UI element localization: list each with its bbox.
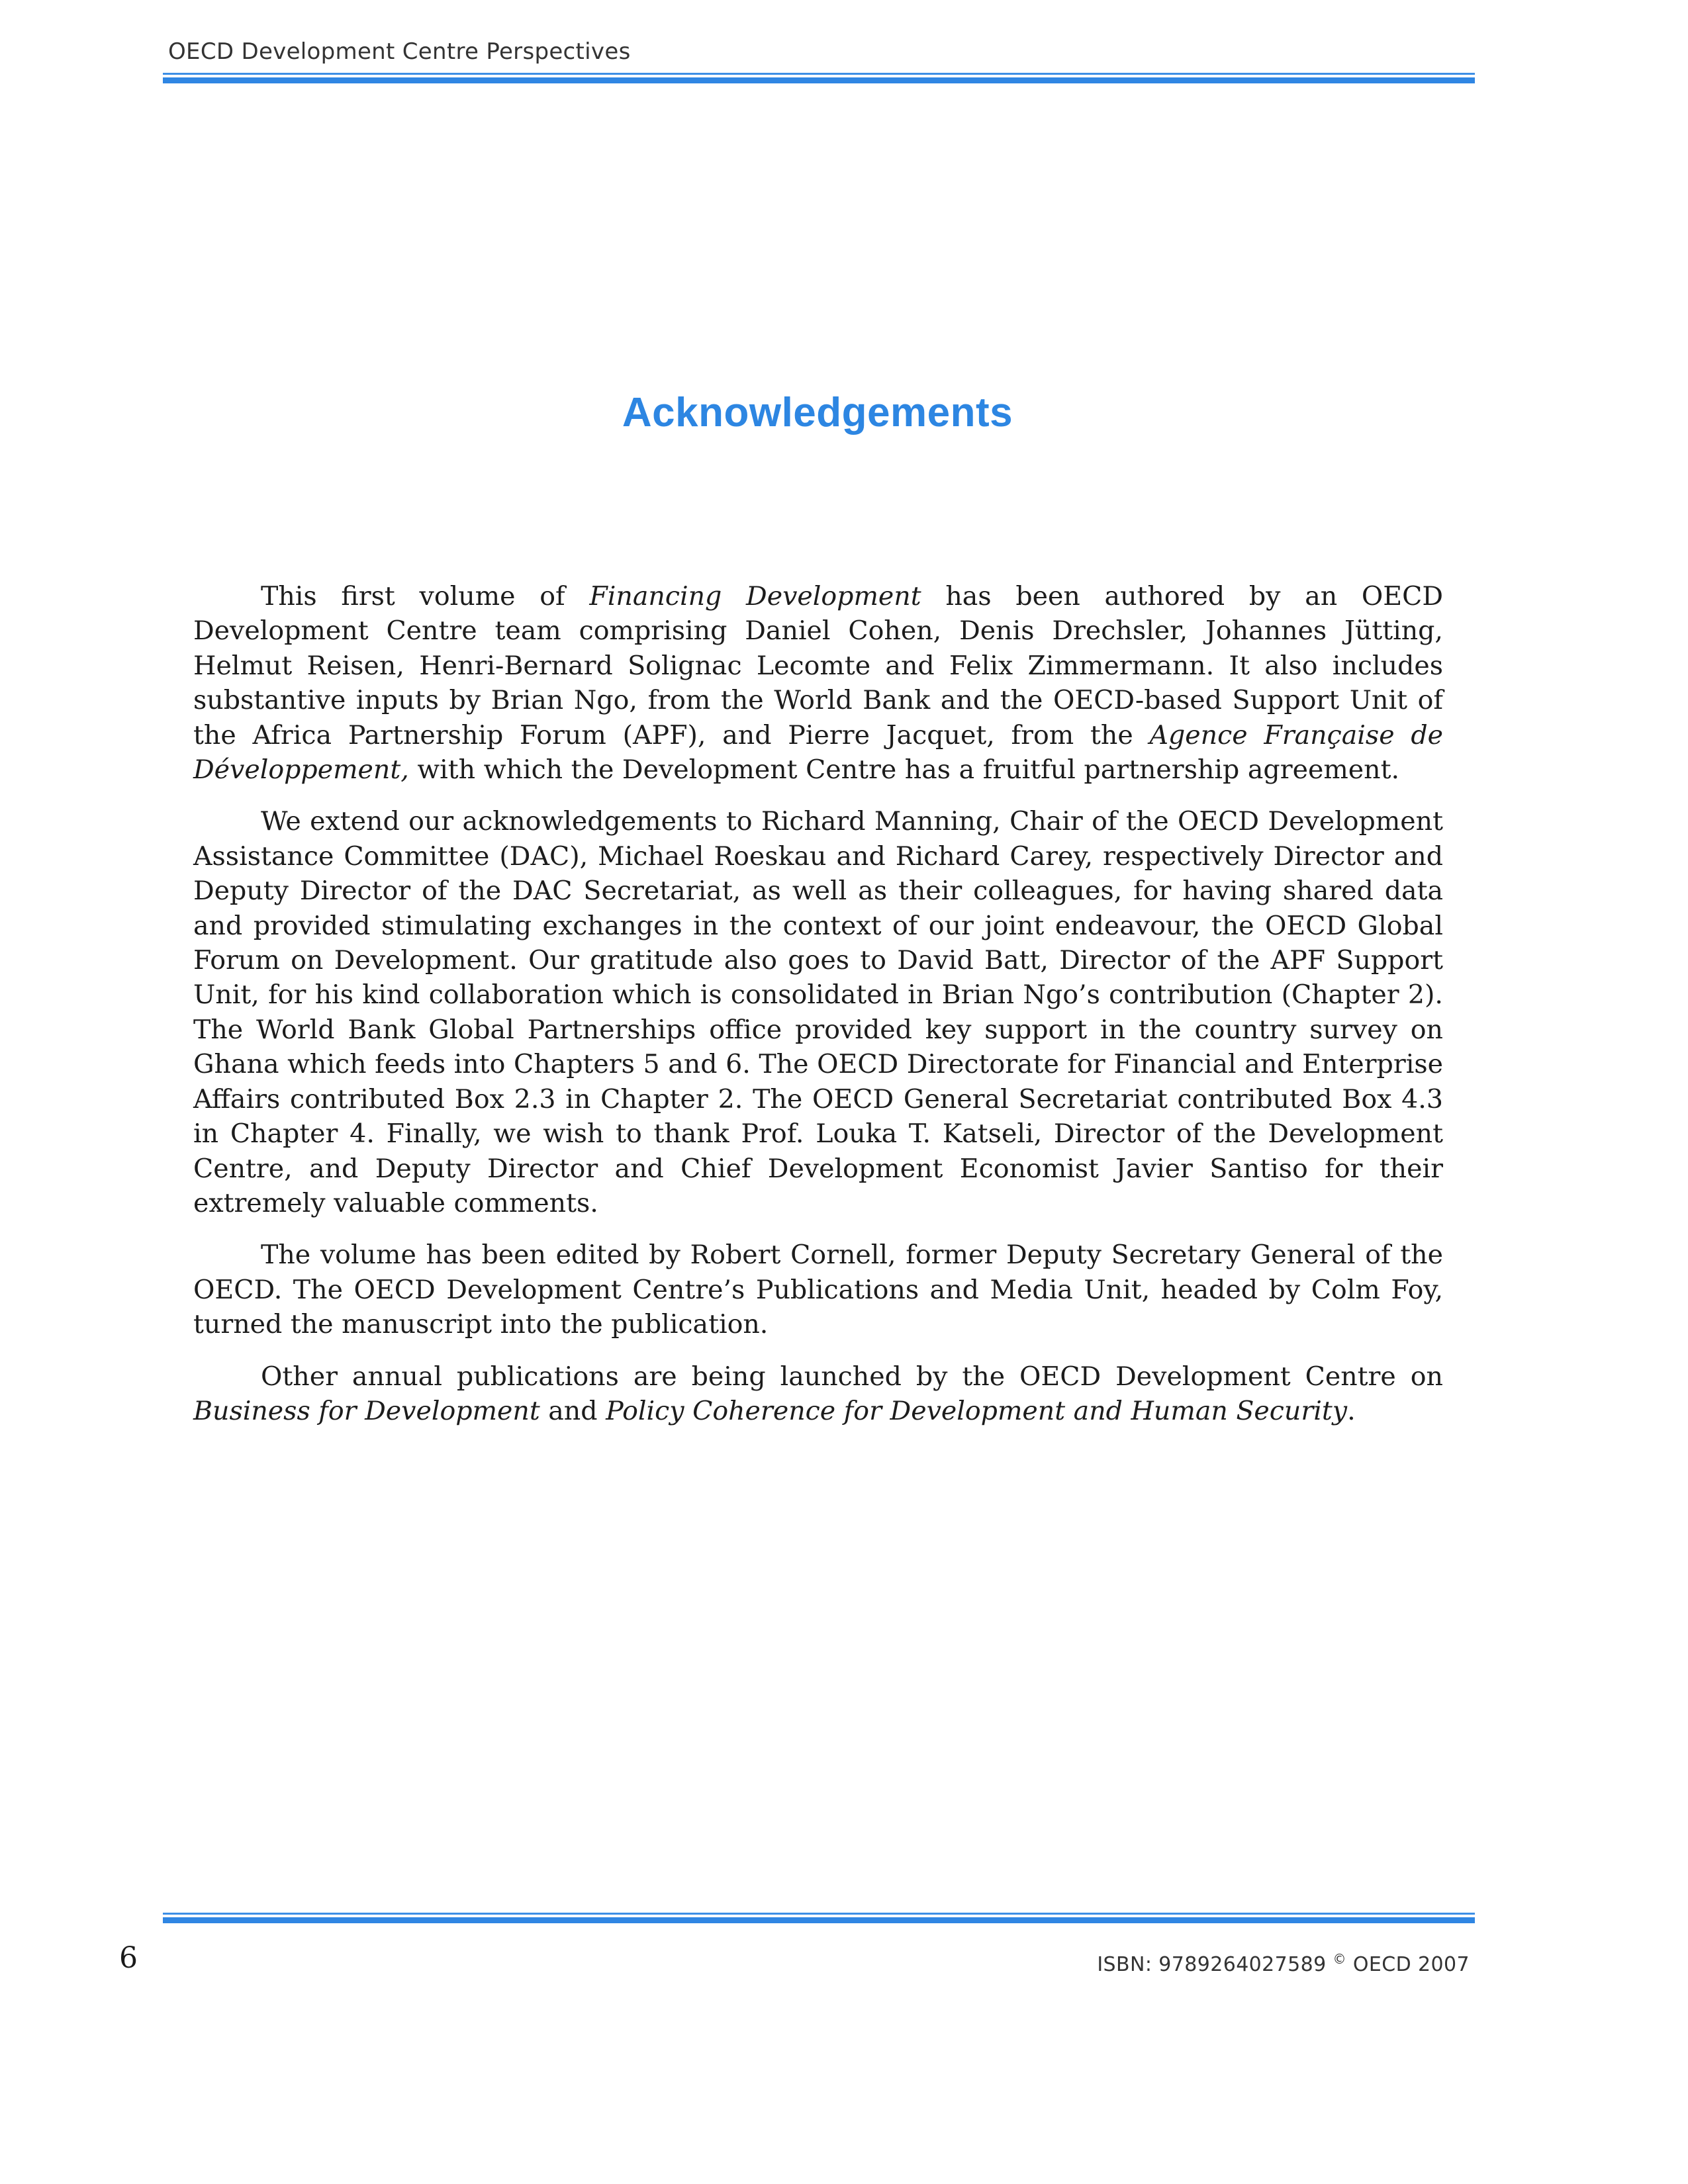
paragraph-2: We extend our acknowledgements to Richard Manning, Chair of the OECD Development Assistance Committee (DAC), Michael Roeskau and Richard Carey, respectively Director and Deputy Director of the DAC Secretariat, as well as their colleagues, for having shared data and provided stimulating exchanges in the context of our joint endeavour, the OECD Global Forum on Development. Our gratitude also goes to David Batt, Director of the APF Support Unit, for his kind collaboration which is consolidated in Brian Ngo’s contribution (Chapter 2). The World Bank Global Partnerships office provided key support in the country survey on Ghana which feeds into Chapters 5 and 6. The OECD Directorate for Financial and Enterprise Affairs contributed Box 2.3 in Chapter 2. The OECD General Secretariat contributed Box 4.3 in Chapter 4. Finally, we wish to thank Prof. Louka T. Katseli, Director of the Development Centre, and Deputy Director and Chief Development Economist Javier Santiso for their extremely valuable comments. [193, 806, 1443, 1218]
publication-business-for-development: Business for Development [193, 1395, 540, 1426]
paragraph-3: The volume has been edited by Robert Cornell, former Deputy Secretary General of the OECD. The OECD Development Centre’s Publications and Media Unit, headed by Colm Foy, turned the manuscript into the publication. [193, 1240, 1443, 1340]
isbn-copyright [1097, 1951, 1470, 1976]
agency-name-afd: Agence Française de Développement, [193, 719, 1443, 786]
paragraph-1 [193, 579, 1443, 787]
paragraph-4 [193, 1359, 1443, 1429]
running-header: OECD Development Centre Perspectives [168, 38, 631, 65]
paragraph-4-part-c: and [539, 1395, 606, 1426]
page-title: Acknowledgements [622, 390, 1013, 435]
copyright-symbol: © [1333, 1951, 1346, 1967]
isbn-text: ISBN: 9789264027589 [1097, 1953, 1333, 1976]
paragraph-4-part-e: . [1347, 1395, 1356, 1426]
page-number: 6 [119, 1941, 138, 1975]
paragraph-1-part-a: This first volume of [261, 581, 590, 612]
book-title-financing-development: Financing Development [589, 581, 921, 612]
paragraph-1-part-e: with which the Development Centre has a fruitful partnership agreement. [408, 754, 1400, 786]
footer-rule [163, 1913, 1475, 1923]
paragraph-4-part-a: Other annual publications are being launched by the OECD Development Centre on [261, 1361, 1443, 1392]
copyright-text: OECD 2007 [1346, 1953, 1470, 1976]
header-rule [163, 73, 1475, 83]
publication-policy-coherence: Policy Coherence for Development and Human Security [606, 1395, 1348, 1426]
paragraph-1-part-c: has been authored by an OECD Development Centre team comprising Daniel Cohen, Denis Drechsler, Johannes Jütting, Helmut Reisen, Henri-Bernard Solignac Lecomte and Felix Zimmermann. It also includes substantive inputs by Brian Ngo, from the World Bank and the OECD-based Support Unit of the Africa Partnership Forum (APF), and Pierre Jacquet, from the [193, 581, 1444, 751]
body-text [193, 579, 1443, 1445]
